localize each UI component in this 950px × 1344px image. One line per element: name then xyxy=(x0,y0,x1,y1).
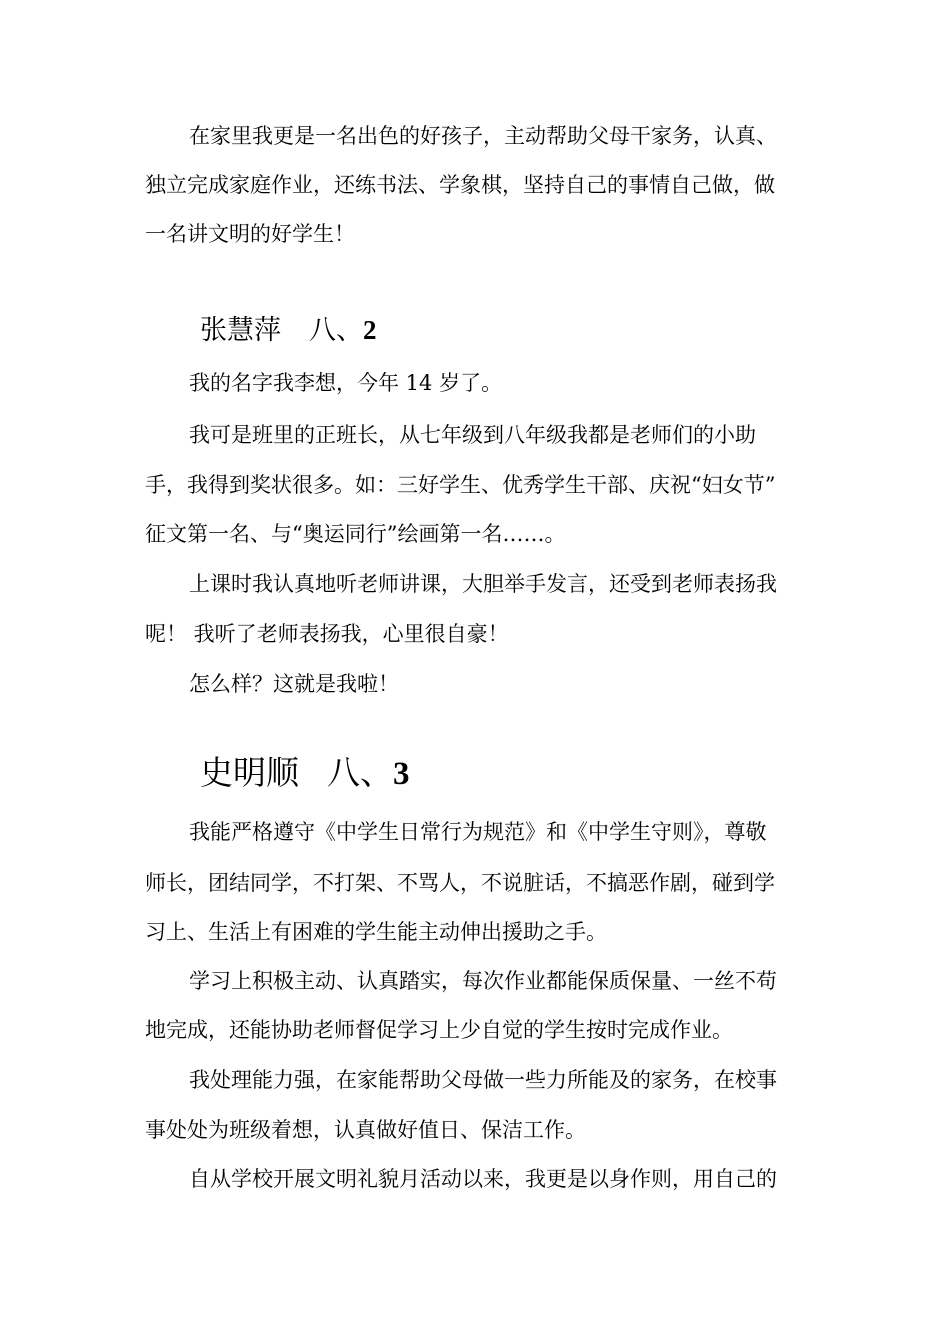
intro-line-3: 一名讲文明的好学生！ xyxy=(145,222,355,246)
section1-p4-line-1: 怎么样？这就是我啦！ xyxy=(189,672,399,696)
intro-line-1: 在家里我更是一名出色的好孩子，主动帮助父母干家务，认真、 xyxy=(189,124,777,148)
section1-p2-line-2: 手，我得到奖状很多。如：三好学生、优秀学生干部、庆祝“妇女节” xyxy=(145,473,776,497)
section2-p3-line-1: 我处理能力强，在家能帮助父母做一些力所能及的家务，在校事 xyxy=(189,1068,777,1092)
section1-p2-line-1: 我可是班里的正班长，从七年级到八年级我都是老师们的小助 xyxy=(189,423,756,447)
section1-p2-line-3: 征文第一名、与“奥运同行”绘画第一名……。 xyxy=(145,522,566,546)
section2-student-name: 史明顺 xyxy=(200,753,299,792)
section2-heading xyxy=(200,748,410,799)
section2-p4-line-1: 自从学校开展文明礼貌月活动以来，我更是以身作则，用自己的 xyxy=(189,1167,777,1191)
intro-line-2: 独立完成家庭作业，还练书法、学象棋，坚持自己的事情自己做，做 xyxy=(145,173,775,197)
section2-p1-line-3: 习上、生活上有困难的学生能主动伸出援助之手。 xyxy=(145,920,607,944)
section2-class-label: 八、 xyxy=(327,753,393,792)
section2-p1-line-2: 师长，团结同学，不打架、不骂人，不说脏话，不搞恶作剧，碰到学 xyxy=(145,871,775,895)
section1-p1-line-1: 我的名字我李想，今年 14 岁了。 xyxy=(189,371,503,395)
section1-p3-line-1: 上课时我认真地听老师讲课，大胆举手发言，还受到老师表扬我 xyxy=(189,572,777,596)
section2-p3-line-2: 事处处为班级着想，认真做好值日、保洁工作。 xyxy=(145,1118,586,1142)
section2-p2-line-2: 地完成，还能协助老师督促学习上少自觉的学生按时完成作业。 xyxy=(145,1018,733,1042)
section1-p3-line-2: 呢！ 我听了老师表扬我，心里很自豪！ xyxy=(145,622,509,646)
section1-student-name: 张慧萍 xyxy=(200,315,281,346)
section1-heading xyxy=(200,308,377,353)
section1-class-number: 2 xyxy=(363,315,377,345)
section2-p2-line-1: 学习上积极主动、认真踏实，每次作业都能保质保量、一丝不苟 xyxy=(189,969,777,993)
section2-class-number: 3 xyxy=(393,756,410,792)
section1-class-label: 八、 xyxy=(309,315,363,346)
section2-p1-line-1: 我能严格遵守《中学生日常行为规范》和《中学生守则》，尊敬 xyxy=(189,820,767,844)
